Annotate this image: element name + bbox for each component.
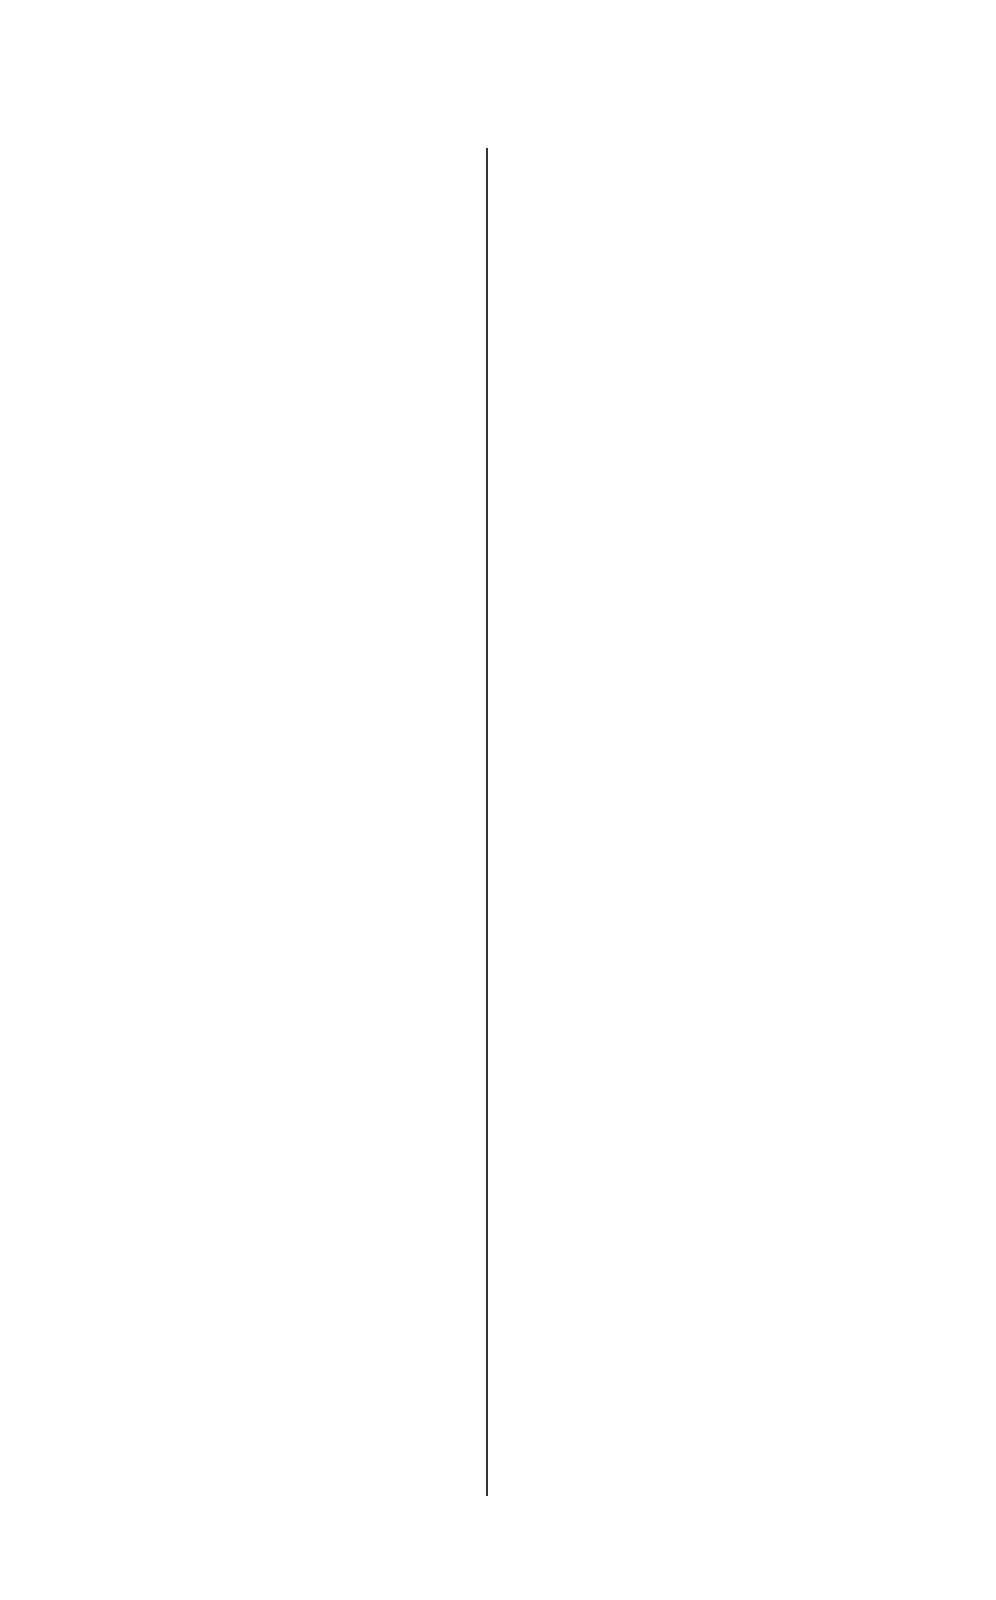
- column-divider: [486, 148, 488, 1496]
- watermark-logo: [835, 1478, 985, 1588]
- left-column: [14, 140, 462, 148]
